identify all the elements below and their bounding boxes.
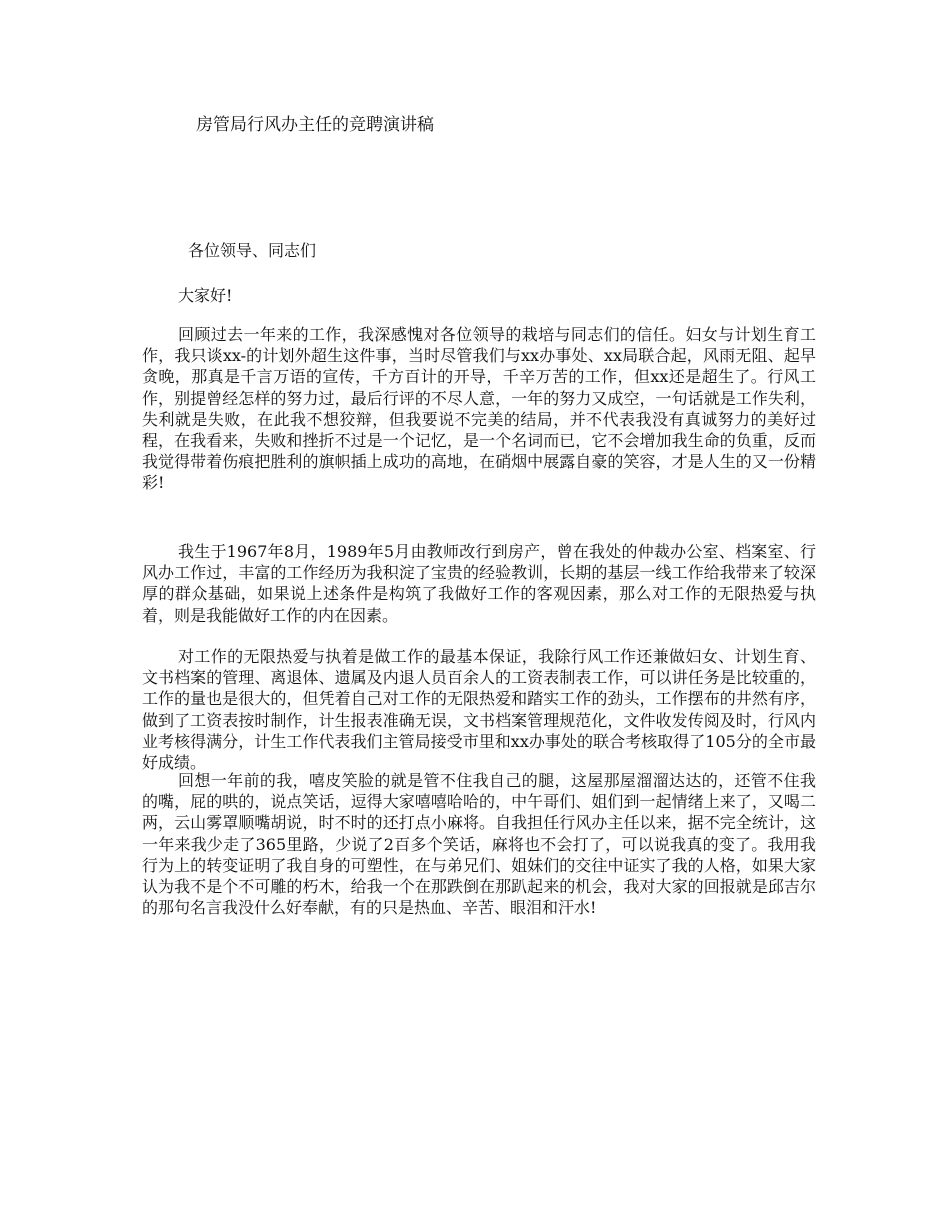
salutation: 各位领导、同志们 [188,241,317,260]
paragraph-dedication: 对工作的无限热爱与执着是做工作的最基本保证，我除行风工作还兼做妇女、计划生育、文书档案的管理、离退体、遗属及内退人员百余人的工资表制表工作，可以讲任务是比较重的，工作的量也是很大的，但凭着自己对工作的无限热爱和踏实工作的劲头，工作摆布的井然有序，做到了工资表按时制作，计生报表准确无误，文书档案管理规范化，文件收发传阅及时，行风内业考核得满分，计生工作代表我们主管局接受市里和xx办事处的联合考核取得了105分的全市最好成绩。 [142,647,816,773]
document-title: 房管局行风办主任的竞聘演讲稿 [196,115,434,135]
paragraph-background: 我生于1967年8月，1989年5月由教师改行到房产，曾在我处的仲裁办公室、档案室、行风办工作过，丰富的工作经历为我积淀了宝贵的经验教训，长期的基层一线工作给我带来了较深厚的群众基础，如果说上述条件是构筑了我做好工作的客观因素，那么对工作的无限热爱与执着，则是我能做好工作的内在因素。 [142,542,816,625]
paragraph-reflection: 回想一年前的我，嘻皮笑脸的就是管不住我自己的腿，这屋那屋溜溜达达的，还管不住我的嘴，屁的哄的，说点笑话，逗得大家嘻嘻哈哈的，中午哥们、姐们到一起情绪上来了，又喝二两，云山雾罩顺嘴胡说，时不时的还打点小麻将。自我担任行风办主任以来，据不完全统计，这一年来我少走了365里路，少说了2百多个笑话，麻将也不会打了，可以说我真的变了。我用我行为上的转变证明了我自身的可塑性，在与弟兄们、姐妹们的交往中证实了我的人格，如果大家认为我不是个不可雕的朽木，给我一个在那跌倒在那趴起来的机会，我对大家的回报就是邱吉尔的那句名言我没什么好奉献，有的只是热血、辛苦、眼泪和汗水! [142,771,816,918]
greeting: 大家好! [178,286,233,305]
paragraph-review: 回顾过去一年来的工作，我深感愧对各位领导的栽培与同志们的信任。妇女与计划生育工作，我只谈xx-的计划外超生这件事，当时尽管我们与xx办事处、xx局联合起，风雨无阻、起早贪晚，那真是千言万语的宣传，千方百计的开导，千辛万苦的工作，但xx还是超生了。行风工作，别提曾经怎样的努力过，最后行评的不尽人意，一年的努力又成空，一句话就是工作失利，失利就是失败，在此我不想狡辩，但我要说不完美的结局，并不代表我没有真诚努力的美好过程，在我看来，失败和挫折不过是一个记忆，是一个名词而已，它不会增加我生命的负重，反而我觉得带着伤痕把胜利的旗帜插上成功的高地，在硝烟中展露自豪的笑容，才是人生的又一份精彩! [142,325,816,493]
